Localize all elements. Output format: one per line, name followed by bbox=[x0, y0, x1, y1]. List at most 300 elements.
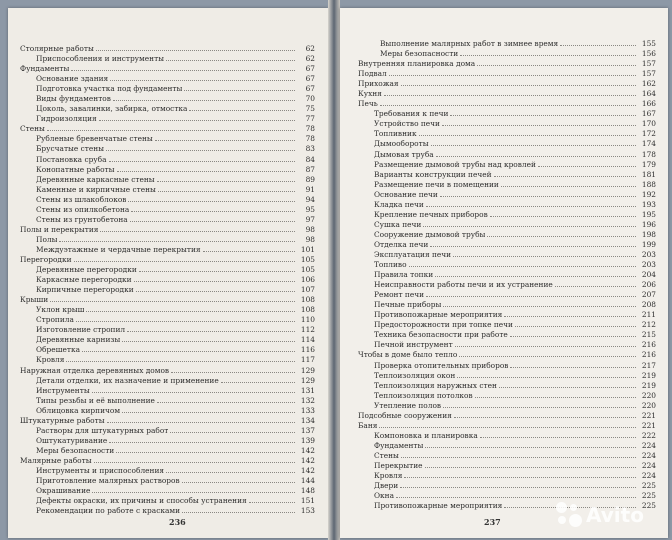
toc-entry bbox=[20, 496, 315, 506]
toc-entry-title: Стены из грунтобетона bbox=[36, 214, 128, 224]
toc-entry bbox=[20, 275, 315, 285]
toc-entry bbox=[358, 451, 656, 461]
toc-entry bbox=[358, 230, 656, 240]
toc-leader-dots bbox=[538, 160, 636, 167]
toc-leader-dots bbox=[74, 255, 295, 262]
toc-entry-title: Виды фундаментов bbox=[36, 94, 111, 104]
toc-entry bbox=[358, 49, 656, 59]
toc-leader-dots bbox=[182, 506, 295, 513]
toc-leader-dots bbox=[157, 175, 295, 182]
toc-entry-title: Дымовая труба bbox=[374, 149, 434, 159]
toc-entry-page: 107 bbox=[300, 285, 315, 295]
toc-leader-dots bbox=[122, 406, 295, 413]
toc-leader-dots bbox=[477, 59, 636, 66]
toc-entry-page: 155 bbox=[641, 39, 656, 48]
toc-entry bbox=[358, 340, 656, 350]
toc-leader-dots bbox=[423, 220, 636, 227]
toc-entry-page: 139 bbox=[300, 435, 315, 445]
toc-entry bbox=[358, 290, 656, 300]
toc-entry bbox=[20, 195, 315, 205]
toc-leader-dots bbox=[442, 119, 636, 126]
toc-entry-page: 114 bbox=[300, 335, 315, 345]
toc-entry bbox=[20, 345, 315, 355]
toc-entry bbox=[358, 280, 656, 290]
toc-entry-page: 129 bbox=[300, 375, 315, 385]
toc-leader-dots bbox=[127, 325, 295, 332]
toc-entry bbox=[358, 310, 656, 320]
toc-entry bbox=[20, 426, 315, 436]
toc-entry-page: 112 bbox=[300, 325, 315, 335]
toc-entry bbox=[20, 446, 315, 456]
toc-entry bbox=[358, 350, 656, 360]
toc-entry-title: Теплоизоляция потолков bbox=[374, 390, 473, 400]
book-spine bbox=[328, 0, 340, 540]
toc-entry-page: 221 bbox=[641, 420, 656, 430]
toc-entry-page: 70 bbox=[305, 94, 315, 104]
toc-entry-page: 208 bbox=[641, 300, 656, 310]
toc-entry-page: 131 bbox=[300, 385, 315, 395]
left-table-of-contents bbox=[20, 44, 315, 516]
toc-entry bbox=[358, 170, 656, 180]
toc-entry-page: 105 bbox=[300, 265, 315, 275]
toc-entry-title: Стены bbox=[374, 450, 399, 460]
toc-leader-dots bbox=[409, 260, 636, 267]
toc-entry bbox=[358, 89, 656, 99]
toc-entry bbox=[20, 74, 315, 84]
toc-entry-page: 224 bbox=[641, 471, 656, 481]
toc-leader-dots bbox=[203, 245, 295, 252]
toc-entry-page: 207 bbox=[641, 290, 656, 300]
toc-leader-dots bbox=[50, 295, 295, 302]
toc-entry bbox=[20, 225, 315, 235]
toc-leader-dots bbox=[131, 205, 295, 212]
toc-leader-dots bbox=[170, 426, 295, 433]
toc-entry-title: Двери bbox=[374, 481, 399, 491]
toc-entry-title: Меры безопасности bbox=[36, 445, 115, 455]
toc-entry-page: 98 bbox=[305, 224, 315, 234]
toc-leader-dots bbox=[499, 381, 636, 388]
toc-leader-dots bbox=[490, 210, 636, 217]
toc-entry bbox=[20, 44, 315, 54]
toc-leader-dots bbox=[475, 391, 636, 398]
toc-leader-dots bbox=[457, 371, 636, 378]
toc-entry-title: Кладка печи bbox=[374, 199, 424, 209]
toc-entry bbox=[358, 39, 656, 49]
toc-entry-page: 157 bbox=[641, 69, 656, 79]
toc-entry bbox=[358, 190, 656, 200]
toc-entry bbox=[20, 165, 315, 175]
toc-entry-title: Деревянные перегородки bbox=[36, 265, 137, 275]
toc-leader-dots bbox=[128, 195, 295, 202]
toc-entry-page: 67 bbox=[305, 84, 315, 94]
toc-entry-title: Печные приборы bbox=[374, 300, 442, 310]
toc-entry bbox=[358, 240, 656, 250]
toc-entry bbox=[20, 376, 315, 386]
toc-entry bbox=[20, 315, 315, 325]
toc-entry bbox=[358, 210, 656, 220]
toc-entry-title: Топливо bbox=[374, 260, 407, 270]
toc-entry bbox=[20, 486, 315, 496]
toc-entry-page: 142 bbox=[300, 455, 315, 465]
toc-entry-title: Стены из шлакоблоков bbox=[36, 194, 127, 204]
toc-leader-dots bbox=[59, 235, 295, 242]
toc-entry-title: Чтобы в доме было тепло bbox=[358, 350, 458, 360]
toc-entry-title: Теплоизоляция наружных стен bbox=[374, 380, 497, 390]
toc-entry-title: Перекрытие bbox=[374, 460, 423, 470]
toc-entry-page: 97 bbox=[305, 214, 315, 224]
toc-entry-page: 224 bbox=[641, 450, 656, 460]
toc-entry-page: 106 bbox=[300, 275, 315, 285]
toc-entry-title: Гидроизоляция bbox=[36, 114, 97, 124]
toc-entry bbox=[358, 270, 656, 280]
toc-leader-dots bbox=[450, 109, 636, 116]
toc-entry-title: Окрашивание bbox=[36, 486, 91, 496]
toc-entry-page: 221 bbox=[641, 410, 656, 420]
toc-entry-page: 192 bbox=[641, 189, 656, 199]
toc-entry-page: 211 bbox=[641, 310, 656, 320]
toc-entry bbox=[20, 285, 315, 295]
toc-leader-dots bbox=[122, 335, 295, 342]
toc-entry bbox=[358, 471, 656, 481]
toc-leader-dots bbox=[113, 94, 295, 101]
toc-entry-page: 132 bbox=[300, 395, 315, 405]
toc-entry bbox=[358, 361, 656, 371]
toc-entry bbox=[358, 99, 656, 109]
toc-entry-title: Устройство печи bbox=[374, 119, 440, 129]
toc-entry bbox=[358, 69, 656, 79]
toc-entry-page: 110 bbox=[300, 315, 315, 325]
toc-entry-page: 105 bbox=[300, 254, 315, 264]
toc-entry-title: Выполнение малярных работ в зимнее время bbox=[380, 39, 559, 48]
toc-entry-title: Изготовление стропил bbox=[36, 325, 126, 335]
toc-entry-page: 164 bbox=[641, 89, 656, 99]
toc-entry bbox=[358, 109, 656, 119]
toc-entry bbox=[358, 180, 656, 190]
toc-entry-page: 77 bbox=[305, 114, 315, 124]
toc-leader-dots bbox=[425, 461, 636, 468]
toc-entry bbox=[358, 139, 656, 149]
toc-entry bbox=[20, 175, 315, 185]
toc-leader-dots bbox=[380, 99, 636, 106]
toc-entry bbox=[20, 134, 315, 144]
toc-entry-page: 142 bbox=[300, 465, 315, 475]
toc-entry bbox=[20, 416, 315, 426]
toc-entry-page: 117 bbox=[300, 355, 315, 365]
toc-entry-title: Стены из опилкобетона bbox=[36, 204, 130, 214]
toc-leader-dots bbox=[396, 491, 636, 498]
toc-leader-dots bbox=[494, 170, 636, 177]
toc-entry-page: 178 bbox=[641, 149, 656, 159]
toc-leader-dots bbox=[389, 69, 636, 76]
toc-leader-dots bbox=[106, 144, 295, 151]
toc-entry bbox=[20, 436, 315, 446]
toc-entry bbox=[358, 220, 656, 230]
toc-entry-title: Фундаменты bbox=[374, 440, 424, 450]
toc-leader-dots bbox=[560, 39, 636, 46]
toc-entry-title: Печной инструмент bbox=[374, 340, 453, 350]
toc-entry-page: 62 bbox=[305, 54, 315, 64]
toc-entry-title: Оштукатуривание bbox=[36, 435, 108, 445]
toc-leader-dots bbox=[184, 84, 295, 91]
toc-leader-dots bbox=[431, 139, 636, 146]
toc-entry bbox=[20, 255, 315, 265]
toc-entry bbox=[20, 355, 315, 365]
toc-entry bbox=[358, 320, 656, 330]
toc-entry-title: Инструменты bbox=[36, 385, 90, 395]
toc-entry-title: Сушка печи bbox=[374, 219, 422, 229]
toc-entry-page: 220 bbox=[641, 390, 656, 400]
toc-entry-page: 196 bbox=[641, 219, 656, 229]
toc-entry-page: 84 bbox=[305, 154, 315, 164]
toc-entry-title: Постановка сруба bbox=[36, 154, 107, 164]
toc-entry-page: 220 bbox=[641, 400, 656, 410]
toc-entry-page: 225 bbox=[641, 481, 656, 491]
toc-leader-dots bbox=[404, 471, 636, 478]
toc-leader-dots bbox=[47, 124, 295, 131]
toc-entry-page: 153 bbox=[300, 506, 315, 516]
toc-entry-title: Размещение печи в помещении bbox=[374, 179, 499, 189]
toc-leader-dots bbox=[401, 451, 636, 458]
toc-leader-dots bbox=[171, 366, 295, 373]
toc-entry-title: Стены bbox=[20, 124, 45, 134]
toc-entry-title: Инструменты и приспособления bbox=[36, 465, 165, 475]
toc-entry-page: 142 bbox=[300, 445, 315, 455]
toc-entry bbox=[358, 401, 656, 411]
toc-entry-page: 98 bbox=[305, 234, 315, 244]
toc-entry-page: 216 bbox=[641, 350, 656, 360]
toc-leader-dots bbox=[510, 330, 636, 337]
right-book-page bbox=[340, 8, 668, 538]
toc-entry-title: Баня bbox=[358, 420, 378, 430]
toc-leader-dots bbox=[109, 436, 295, 443]
toc-entry-page: 206 bbox=[641, 280, 656, 290]
toc-entry-title: Размещение дымовой трубы над кровлей bbox=[374, 159, 536, 169]
toc-leader-dots bbox=[480, 431, 636, 438]
toc-entry-page: 193 bbox=[641, 199, 656, 209]
toc-entry bbox=[20, 396, 315, 406]
toc-leader-dots bbox=[86, 305, 295, 312]
toc-entry-page: 83 bbox=[305, 144, 315, 154]
toc-leader-dots bbox=[430, 240, 636, 247]
toc-entry bbox=[358, 300, 656, 310]
toc-entry-title: Перегородки bbox=[20, 254, 72, 264]
toc-entry-title: Кухня bbox=[358, 89, 382, 99]
toc-entry bbox=[20, 456, 315, 466]
toc-entry bbox=[20, 335, 315, 345]
toc-entry-page: 215 bbox=[641, 330, 656, 340]
toc-entry-page: 225 bbox=[641, 501, 656, 511]
toc-entry bbox=[20, 104, 315, 114]
toc-entry-page: 167 bbox=[641, 109, 656, 119]
toc-leader-dots bbox=[221, 376, 295, 383]
toc-entry bbox=[358, 441, 656, 451]
toc-entry-title: Правила топки bbox=[374, 270, 434, 280]
toc-entry bbox=[20, 265, 315, 275]
toc-entry-page: 222 bbox=[641, 430, 656, 440]
toc-entry-page: 203 bbox=[641, 260, 656, 270]
toc-entry bbox=[20, 155, 315, 165]
toc-entry bbox=[20, 235, 315, 245]
toc-leader-dots bbox=[107, 416, 295, 423]
right-page-number: 237 bbox=[484, 517, 501, 527]
toc-entry-title: Топливник bbox=[374, 129, 417, 139]
toc-leader-dots bbox=[460, 49, 636, 56]
toc-entry bbox=[358, 431, 656, 441]
toc-leader-dots bbox=[110, 74, 295, 81]
toc-entry-page: 166 bbox=[641, 99, 656, 109]
toc-entry-title: Рубленые бревенчатые стены bbox=[36, 134, 153, 144]
toc-entry-page: 78 bbox=[305, 134, 315, 144]
toc-leader-dots bbox=[453, 250, 636, 257]
toc-leader-dots bbox=[139, 265, 295, 272]
left-page-number: 236 bbox=[169, 517, 186, 527]
toc-entry bbox=[358, 79, 656, 89]
toc-entry-title: Подсобные сооружения bbox=[358, 410, 452, 420]
toc-entry-title: Теплоизоляция окон bbox=[374, 370, 456, 380]
toc-entry-title: Междуэтажные и чердачные перекрытия bbox=[36, 244, 201, 254]
toc-entry-page: 225 bbox=[641, 491, 656, 501]
toc-leader-dots bbox=[443, 401, 636, 408]
toc-leader-dots bbox=[249, 496, 295, 503]
toc-entry-page: 204 bbox=[641, 270, 656, 280]
toc-entry-title: Кровля bbox=[36, 355, 65, 365]
toc-entry-title: Детали отделки, их назначение и применение bbox=[36, 375, 219, 385]
toc-entry-page: 75 bbox=[305, 104, 315, 114]
toc-leader-dots bbox=[400, 481, 636, 488]
toc-entry bbox=[358, 160, 656, 170]
toc-entry bbox=[358, 421, 656, 431]
toc-entry-page: 78 bbox=[305, 124, 315, 134]
toc-entry-title: Приготовление малярных растворов bbox=[36, 476, 180, 486]
toc-entry-title: Полы bbox=[36, 234, 58, 244]
toc-entry-page: 134 bbox=[300, 415, 315, 425]
toc-entry-title: Фундаменты bbox=[20, 64, 70, 74]
toc-leader-dots bbox=[455, 340, 636, 347]
toc-entry-title: Проверка отопительных приборов bbox=[374, 360, 509, 370]
toc-entry-page: 137 bbox=[300, 425, 315, 435]
toc-entry bbox=[20, 94, 315, 104]
toc-entry-title: Крыши bbox=[20, 295, 49, 305]
toc-leader-dots bbox=[435, 270, 636, 277]
toc-entry-title: Типы резьбы и её выполнение bbox=[36, 395, 155, 405]
toc-leader-dots bbox=[401, 79, 636, 86]
toc-leader-dots bbox=[99, 114, 295, 121]
toc-entry-page: 198 bbox=[641, 229, 656, 239]
toc-leader-dots bbox=[94, 456, 295, 463]
toc-leader-dots bbox=[504, 310, 636, 317]
toc-entry-page: 170 bbox=[641, 119, 656, 129]
toc-entry-page: 151 bbox=[300, 496, 315, 506]
toc-entry bbox=[358, 391, 656, 401]
toc-leader-dots bbox=[66, 355, 295, 362]
toc-entry-title: Противопожарные мероприятия bbox=[374, 310, 503, 320]
toc-entry-page: 95 bbox=[305, 204, 315, 214]
toc-entry bbox=[20, 476, 315, 486]
toc-entry-title: Штукатурные работы bbox=[20, 415, 105, 425]
toc-leader-dots bbox=[440, 190, 636, 197]
toc-leader-dots bbox=[116, 446, 295, 453]
toc-entry-title: Облицовка кирпичом bbox=[36, 405, 121, 415]
toc-entry-title: Деревянные каркасные стены bbox=[36, 174, 155, 184]
toc-entry-page: 87 bbox=[305, 164, 315, 174]
toc-leader-dots bbox=[76, 315, 295, 322]
toc-entry-title: Требования к печи bbox=[374, 109, 449, 119]
toc-entry bbox=[20, 185, 315, 195]
toc-entry-title: Основание печи bbox=[374, 189, 438, 199]
toc-entry-page: 133 bbox=[300, 405, 315, 415]
toc-entry bbox=[358, 59, 656, 69]
avito-watermark bbox=[556, 500, 666, 530]
toc-entry-page: 67 bbox=[305, 74, 315, 84]
toc-entry-page: 219 bbox=[641, 370, 656, 380]
toc-entry-title: Столярные работы bbox=[20, 44, 94, 53]
toc-leader-dots bbox=[166, 466, 295, 473]
toc-entry bbox=[20, 366, 315, 376]
toc-entry-title: Прихожая bbox=[358, 79, 399, 89]
toc-entry-title: Стропила bbox=[36, 315, 74, 325]
toc-entry-title: Каменные и кирпичные стены bbox=[36, 184, 156, 194]
avito-dots-logo-icon bbox=[556, 502, 582, 528]
toc-entry-title: Подвал bbox=[358, 69, 387, 79]
toc-entry-page: 174 bbox=[641, 139, 656, 149]
toc-entry-title: Малярные работы bbox=[20, 455, 92, 465]
toc-leader-dots bbox=[454, 411, 636, 418]
toc-entry bbox=[358, 461, 656, 471]
toc-leader-dots bbox=[436, 150, 636, 157]
toc-entry-title: Кирпичные перегородки bbox=[36, 285, 134, 295]
toc-entry-title: Техника безопасности при работе bbox=[374, 330, 508, 340]
toc-leader-dots bbox=[166, 54, 295, 61]
toc-entry-page: 195 bbox=[641, 209, 656, 219]
toc-entry bbox=[20, 386, 315, 396]
toc-entry-title: Основание здания bbox=[36, 74, 109, 84]
toc-entry bbox=[20, 506, 315, 516]
toc-entry-page: 67 bbox=[305, 64, 315, 74]
toc-entry-page: 224 bbox=[641, 440, 656, 450]
toc-leader-dots bbox=[419, 129, 636, 136]
toc-entry bbox=[20, 325, 315, 335]
toc-leader-dots bbox=[130, 215, 295, 222]
toc-entry bbox=[20, 406, 315, 416]
toc-entry-title: Противопожарные мероприятия bbox=[374, 501, 503, 511]
left-book-page bbox=[8, 8, 328, 538]
toc-entry-page: 203 bbox=[641, 249, 656, 259]
toc-entry-page: 62 bbox=[305, 44, 315, 53]
toc-entry-page: 224 bbox=[641, 460, 656, 470]
toc-leader-dots bbox=[425, 441, 636, 448]
toc-leader-dots bbox=[92, 386, 295, 393]
toc-entry-title: Окна bbox=[374, 491, 395, 501]
toc-entry-title: Деревянные карнизы bbox=[36, 335, 121, 345]
toc-entry-title: Варианты конструкции печей bbox=[374, 169, 492, 179]
toc-entry bbox=[20, 144, 315, 154]
toc-leader-dots bbox=[158, 185, 295, 192]
toc-entry-page: 162 bbox=[641, 79, 656, 89]
toc-entry-page: 129 bbox=[300, 365, 315, 375]
toc-entry-title: Сооружение дымовой трубы bbox=[374, 229, 486, 239]
toc-entry-title: Неисправности работы печи и их устранение bbox=[374, 280, 553, 290]
toc-entry-page: 101 bbox=[300, 244, 315, 254]
toc-entry-page: 188 bbox=[641, 179, 656, 189]
toc-entry-title: Утепление полов bbox=[374, 400, 442, 410]
toc-entry-title: Внутренняя планировка дома bbox=[358, 59, 476, 69]
toc-entry-title: Цоколь, завалинки, забирка, отмостка bbox=[36, 104, 188, 114]
toc-entry-title: Крепление печных приборов bbox=[374, 209, 488, 219]
toc-leader-dots bbox=[117, 165, 295, 172]
toc-entry-title: Уклон крыш bbox=[36, 305, 85, 315]
toc-entry-title: Брусчатые стены bbox=[36, 144, 105, 154]
toc-entry-title: Меры безопасности bbox=[380, 49, 459, 59]
